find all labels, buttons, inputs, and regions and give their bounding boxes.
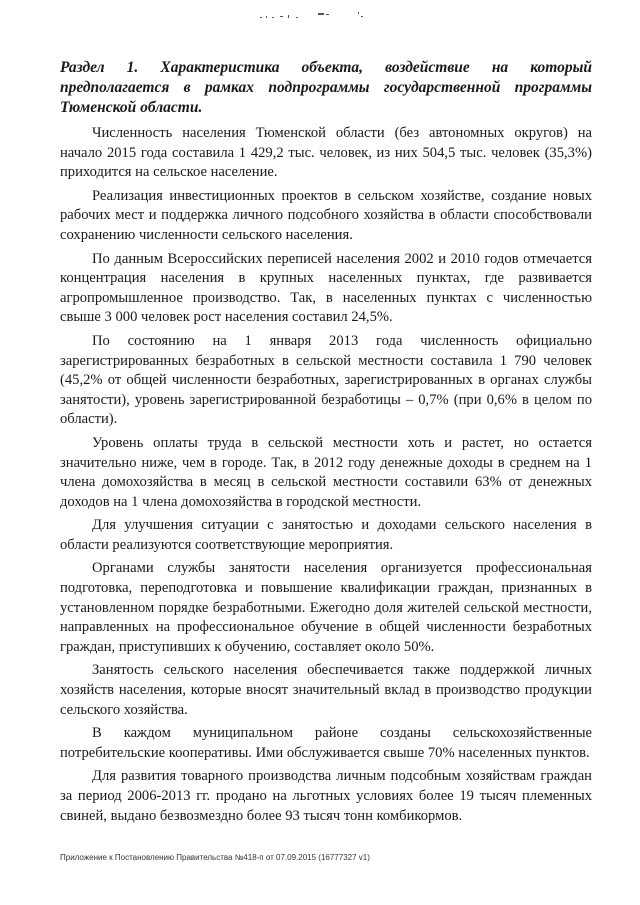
- section-title: Раздел 1. Характеристика объекта, воздействие на который предполагается в рамках подпрограммы государственной программы Тюменской области.: [60, 59, 592, 116]
- paragraph: Численность населения Тюменской области (без автономных округов) на начало 2015 года составила 1 429,2 тыс. человек, из них 504,5 тыс. человек (35,3%) приходится на сельское население.: [60, 125, 592, 181]
- page-footer: Приложение к Постановлению Правительства №418-п от 07.09.2015 (16777327 v1): [60, 853, 370, 862]
- document-body: [60, 124, 592, 830]
- paragraph: По данным Всероссийских переписей населения 2002 и 2010 годов отмечается концентрация населения в крупных населенных пунктах, где развивается агропромышленное производство. Так, в населенных пунктах с численностью свыше 3 000 человек рост населения составил 24,5%.: [60, 250, 592, 326]
- paragraph: В каждом муниципальном районе созданы сельскохозяйственные потребительские кооперативы. Ими обслуживается свыше 70% населенных пунктов.: [60, 725, 592, 761]
- paragraph: Органами службы занятости населения организуется профессиональная подготовка, переподготовка и повышение квалификации граждан, признанных в установленном порядке безработными. Ежегодно доля жителей сельской местности, направленных на профессиональное обучение в общей численности безработных граждан, приступивших к обучению, составляет около 50%.: [60, 560, 592, 655]
- paragraph: Для улучшения ситуации с занятостью и доходами сельского населения в области реализуются соответствующие мероприятия.: [60, 517, 592, 553]
- paragraph: Занятость сельского населения обеспечивается также поддержкой личных хозяйств населения, которые вносят значительный вклад в производство продукции сельского хозяйства.: [60, 662, 592, 718]
- paragraph: Уровень оплаты труда в сельской местности хоть и растет, но остается значительно ниже, чем в городе. Так, в 2012 году денежные доходы в среднем на 1 члена домохозяйства в месяц в сельской местности составили 63% от денежных доходов на 1 члена домохозяйства в городской местности.: [60, 434, 592, 510]
- paragraph: Реализация инвестиционных проектов в сельском хозяйстве, создание новых рабочих мест и поддержка личного подсобного хозяйства в области способствовали сохранению численности сельского населения.: [60, 187, 592, 243]
- scan-artifact-marks: [258, 10, 378, 22]
- paragraph: По состоянию на 1 января 2013 года численность официально зарегистрированных безработных в сельской местности составила 1 790 человек (45,2% от общей численности безработных, зарегистрированных в органах службы занятости), уровень зарегистрированной безработицы – 0,7% (при 0,6% в целом по области).: [60, 332, 592, 428]
- paragraph: Для развития товарного производства личным подсобным хозяйствам граждан за период 2006-2013 гг. продано на льготных условиях более 19 тысяч племенных свиней, выдано безвозмездно более 93 тысяч тонн комбикормов.: [60, 768, 592, 824]
